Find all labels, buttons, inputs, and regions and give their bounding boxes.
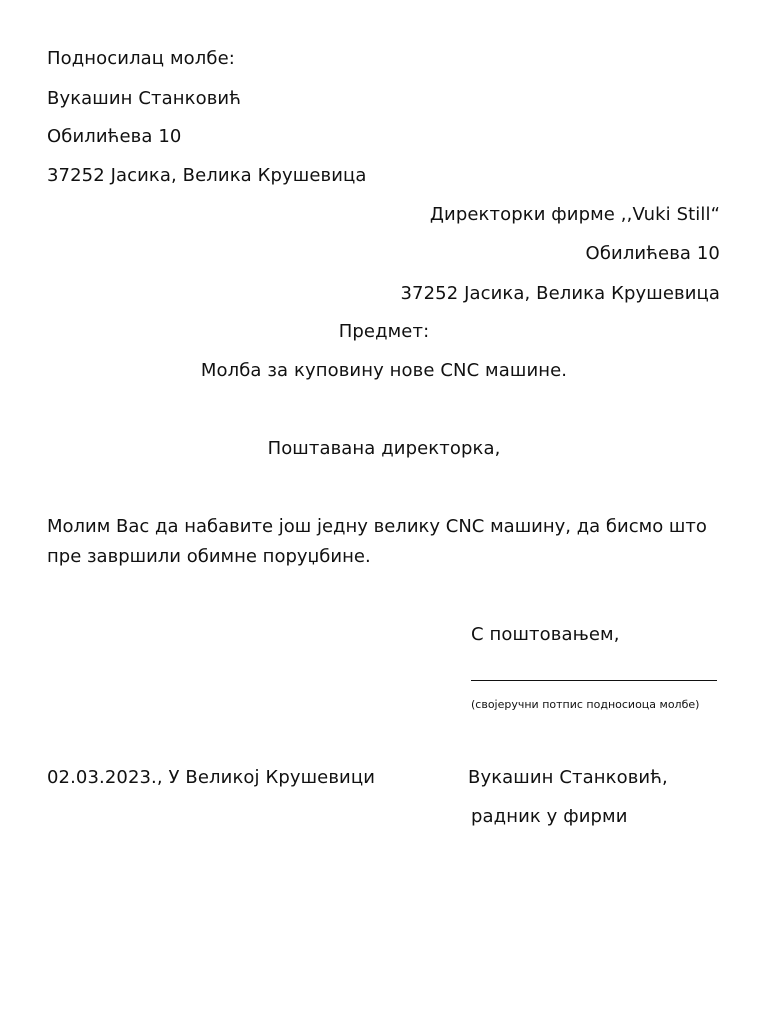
sender-name: Вукашин Станковић xyxy=(47,88,242,109)
sender-street: Обилићева 10 xyxy=(47,126,182,147)
body-paragraph: Молим Вас да набавите још једну велику CNC машину, да бисмо што пре завршили обимне поруџбине. xyxy=(47,516,707,567)
signer-name: Вукашин Станковић, xyxy=(468,767,668,788)
sender-city: 37252 Јасика, Велика Крушевица xyxy=(47,165,367,186)
salutation: Поштавана директорка, xyxy=(267,438,501,459)
recipient-title: Директорки фирме ,,Vuki Still“ xyxy=(429,204,720,225)
recipient-street: Обилићева 10 xyxy=(585,243,720,264)
recipient-city: 37252 Јасика, Велика Крушевица xyxy=(400,283,720,304)
closing-regards: С поштовањем, xyxy=(471,624,620,645)
signature-line xyxy=(471,680,717,681)
subject-label: Предмет: xyxy=(338,321,430,342)
date-place: 02.03.2023., У Великој Крушевици xyxy=(47,767,376,788)
signer-role: радник у фирми xyxy=(471,806,628,827)
sender-heading: Подносилац молбе: xyxy=(47,48,235,69)
signature-caption: (својеручни потпис подносиоца молбе) xyxy=(471,698,700,711)
subject-text: Молба за куповину нове CNC машине. xyxy=(200,360,568,381)
